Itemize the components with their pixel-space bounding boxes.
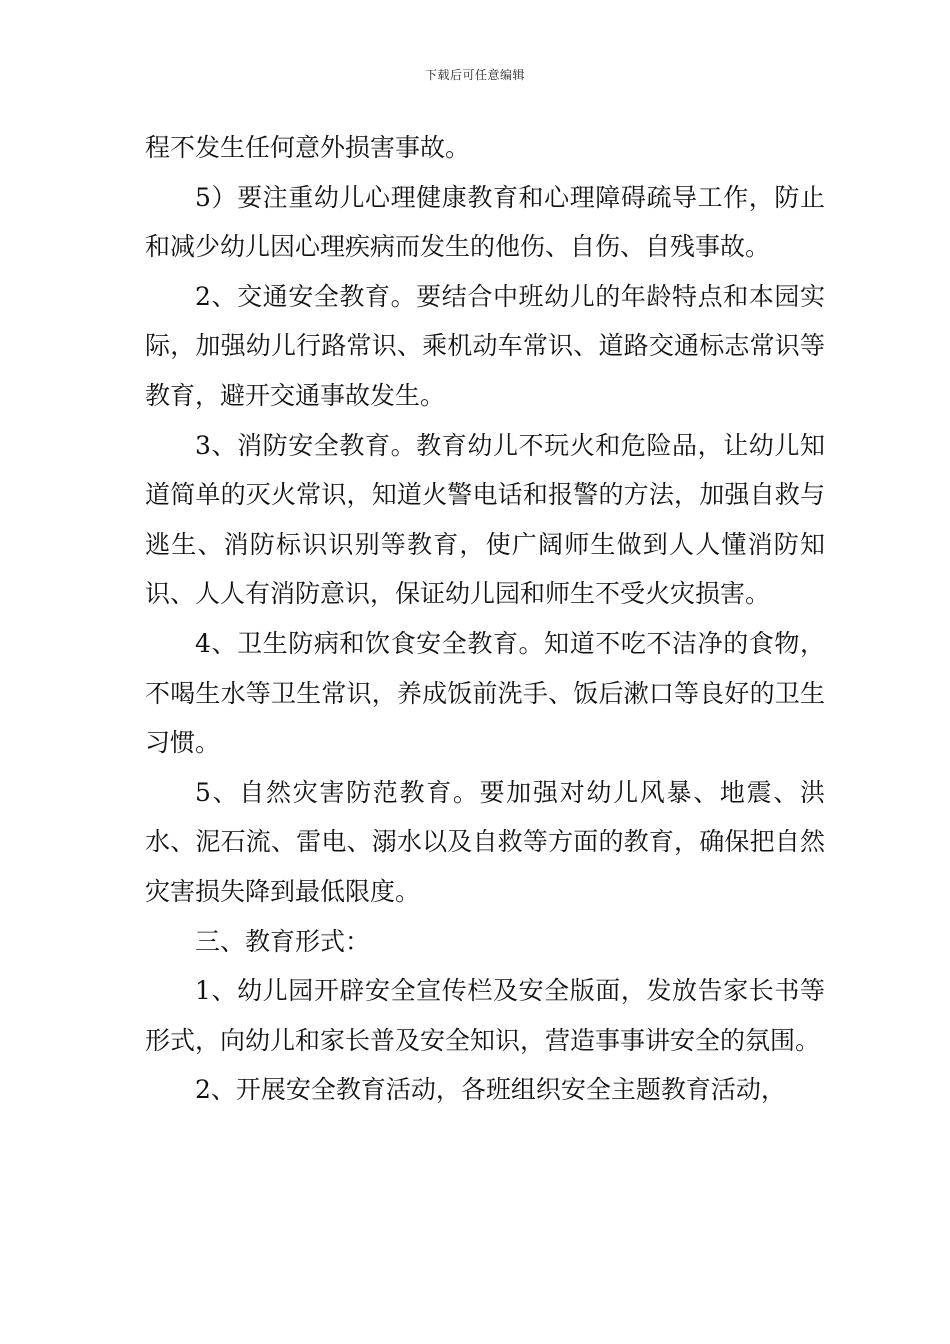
paragraph: 程不发生任何意外损害事故。 — [145, 133, 471, 162]
paragraph: 5）要注重幼儿心理健康教育和心理障碍疏导工作，防止和减少幼儿因心理疾病而发生的他伤、自伤、自残事故。 — [145, 182, 825, 262]
header-note: 下载后可任意编辑 — [424, 68, 525, 82]
paragraph: 2、开展安全教育活动，各班组织安全主题教育活动， — [195, 1075, 786, 1105]
section-heading: 三、教育形式： — [195, 926, 371, 956]
paragraph: 2、交通安全教育。要结合中班幼儿的年龄特点和本园实际，加强幼儿行路常识、乘机动车常识、道路交通标志常识等教育，避开交通事故发生。 — [145, 281, 825, 410]
paragraph: 5、自然灾害防范教育。要加强对幼儿风暴、地震、洪水、泥石流、雷电、溺水以及自救等方面的教育，确保把自然灾害损失降到最低限度。 — [145, 777, 825, 906]
paragraph: 4、卫生防病和饮食安全教育。知道不吃不洁净的食物，不喝生水等卫生常识，养成饭前洗手、饭后漱口等良好的卫生习惯。 — [145, 628, 825, 758]
paragraph: 3、消防安全教育。教育幼儿不玩火和危险品，让幼儿知道简单的灭火常识，知道火警电话和报警的方法，加强自救与逃生、消防标识识别等教育，使广阔师生做到人人懂消防知识、人人有消防意识，保证幼儿园和师生不受火灾损害。 — [145, 430, 825, 609]
document-body — [145, 123, 825, 1115]
paragraph: 1、幼儿园开辟安全宣传栏及安全版面，发放告家长书等形式，向幼儿和家长普及安全知识，营造事事讲安全的氛围。 — [145, 976, 825, 1055]
